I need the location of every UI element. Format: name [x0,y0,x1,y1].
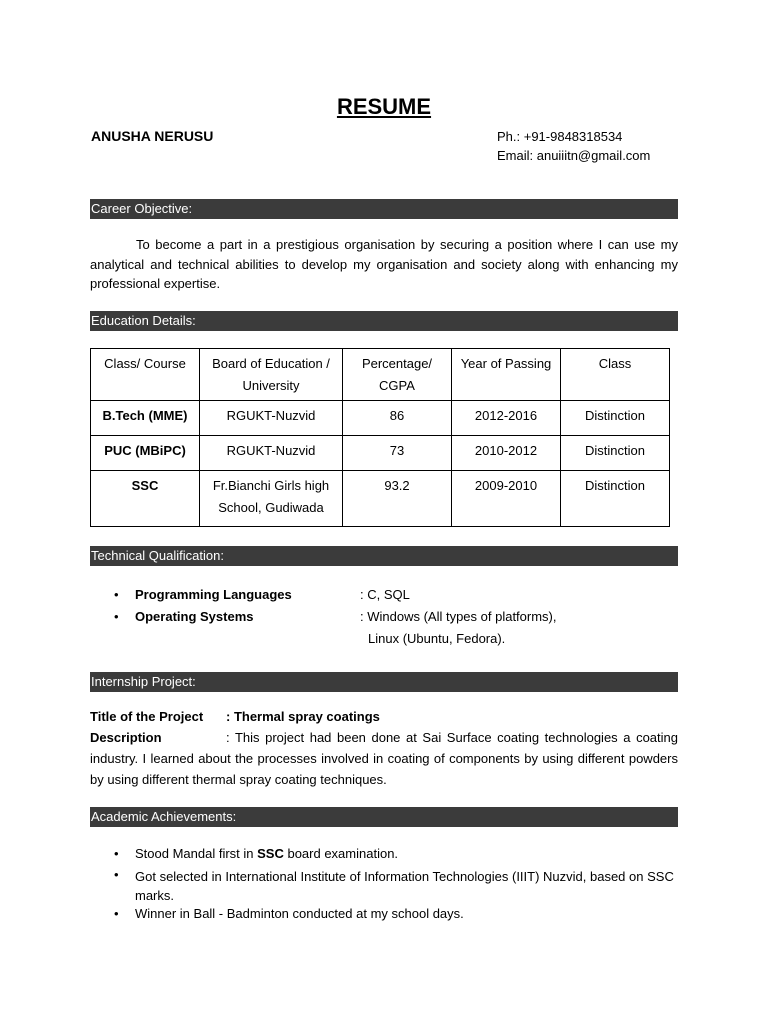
description-label: Description [90,730,162,745]
table-row [91,471,670,527]
tech-value-programming: : C, SQL [360,587,410,602]
cell-percentage: 86 [343,401,452,436]
bullet-icon: • [114,609,119,624]
career-objective-heading: Career Objective: [90,199,678,219]
resume-title: RESUME [336,94,432,119]
bullet-icon: • [114,587,119,602]
table-row [91,436,670,471]
achievement-bold: SSC [257,846,284,861]
cell-year: 2009-2010 [452,471,561,527]
cell-year: 2012-2016 [452,401,561,436]
header-class: Class [561,349,670,401]
description-text: : This project had been done at Sai Surface coating technologies a coating industry. I learned about the processes involved in coating of components by using different powders by using different thermal spray coating techniques. [90,730,678,787]
internship-heading: Internship Project: [90,672,678,692]
phone-number: Ph.: +91-9848318534 [497,129,623,144]
cell-course: B.Tech (MME) [91,401,200,436]
achievement-item: Winner in Ball - Badminton conducted at my school days. [135,906,464,921]
cell-percentage: 73 [343,436,452,471]
bullet-icon: • [114,867,119,882]
cell-year: 2010-2012 [452,436,561,471]
technical-heading: Technical Qualification: [90,546,678,566]
tech-value-os-line2: Linux (Ubuntu, Fedora). [368,631,506,646]
table-row [91,401,670,436]
cell-course: PUC (MBiPC) [91,436,200,471]
cell-board: Fr.Bianchi Girls high School, Gudiwada [200,471,343,527]
tech-value-os: : Windows (All types of platforms), [360,609,557,624]
project-description [90,727,678,790]
career-objective-text: To become a part in a prestigious organisation by securing a position where I can use my analytical and technical abilities to develop my organisation and society along with enhancing my professional expertise. [90,237,678,291]
achievement-text: Stood Mandal first in [135,846,258,861]
project-title-label: Title of the Project [90,709,204,724]
cell-board: RGUKT-Nuzvid [200,436,343,471]
achievements-heading: Academic Achievements: [90,807,678,827]
cell-course: SSC [91,471,200,527]
bullet-icon: • [114,846,119,861]
candidate-name: ANUSHA NERUSU [91,128,214,144]
project-title-value: : Thermal spray coatings [226,709,380,724]
cell-class: Distinction [561,401,670,436]
table-header-row [91,349,670,401]
achievement-text: board examination. [283,846,399,861]
achievement-item [135,846,398,861]
header-year: Year of Passing [452,349,561,401]
cell-board: RGUKT-Nuzvid [200,401,343,436]
cell-class: Distinction [561,436,670,471]
tech-label-os: Operating Systems [135,609,254,624]
bullet-icon: • [114,906,119,921]
education-heading: Education Details: [90,311,678,331]
email-address: Email: anuiiitn@gmail.com [497,148,651,163]
education-table [90,348,670,527]
cell-percentage: 93.2 [343,471,452,527]
achievement-item: Got selected in International Institute of Information Technologies (IIIT) Nuzvid, based on SSC marks. [135,869,674,903]
tech-label-programming: Programming Languages [135,587,292,602]
header-percentage: Percentage/ CGPA [343,349,452,401]
cell-class: Distinction [561,471,670,527]
header-board: Board of Education / University [200,349,343,401]
header-course: Class/ Course [91,349,200,401]
